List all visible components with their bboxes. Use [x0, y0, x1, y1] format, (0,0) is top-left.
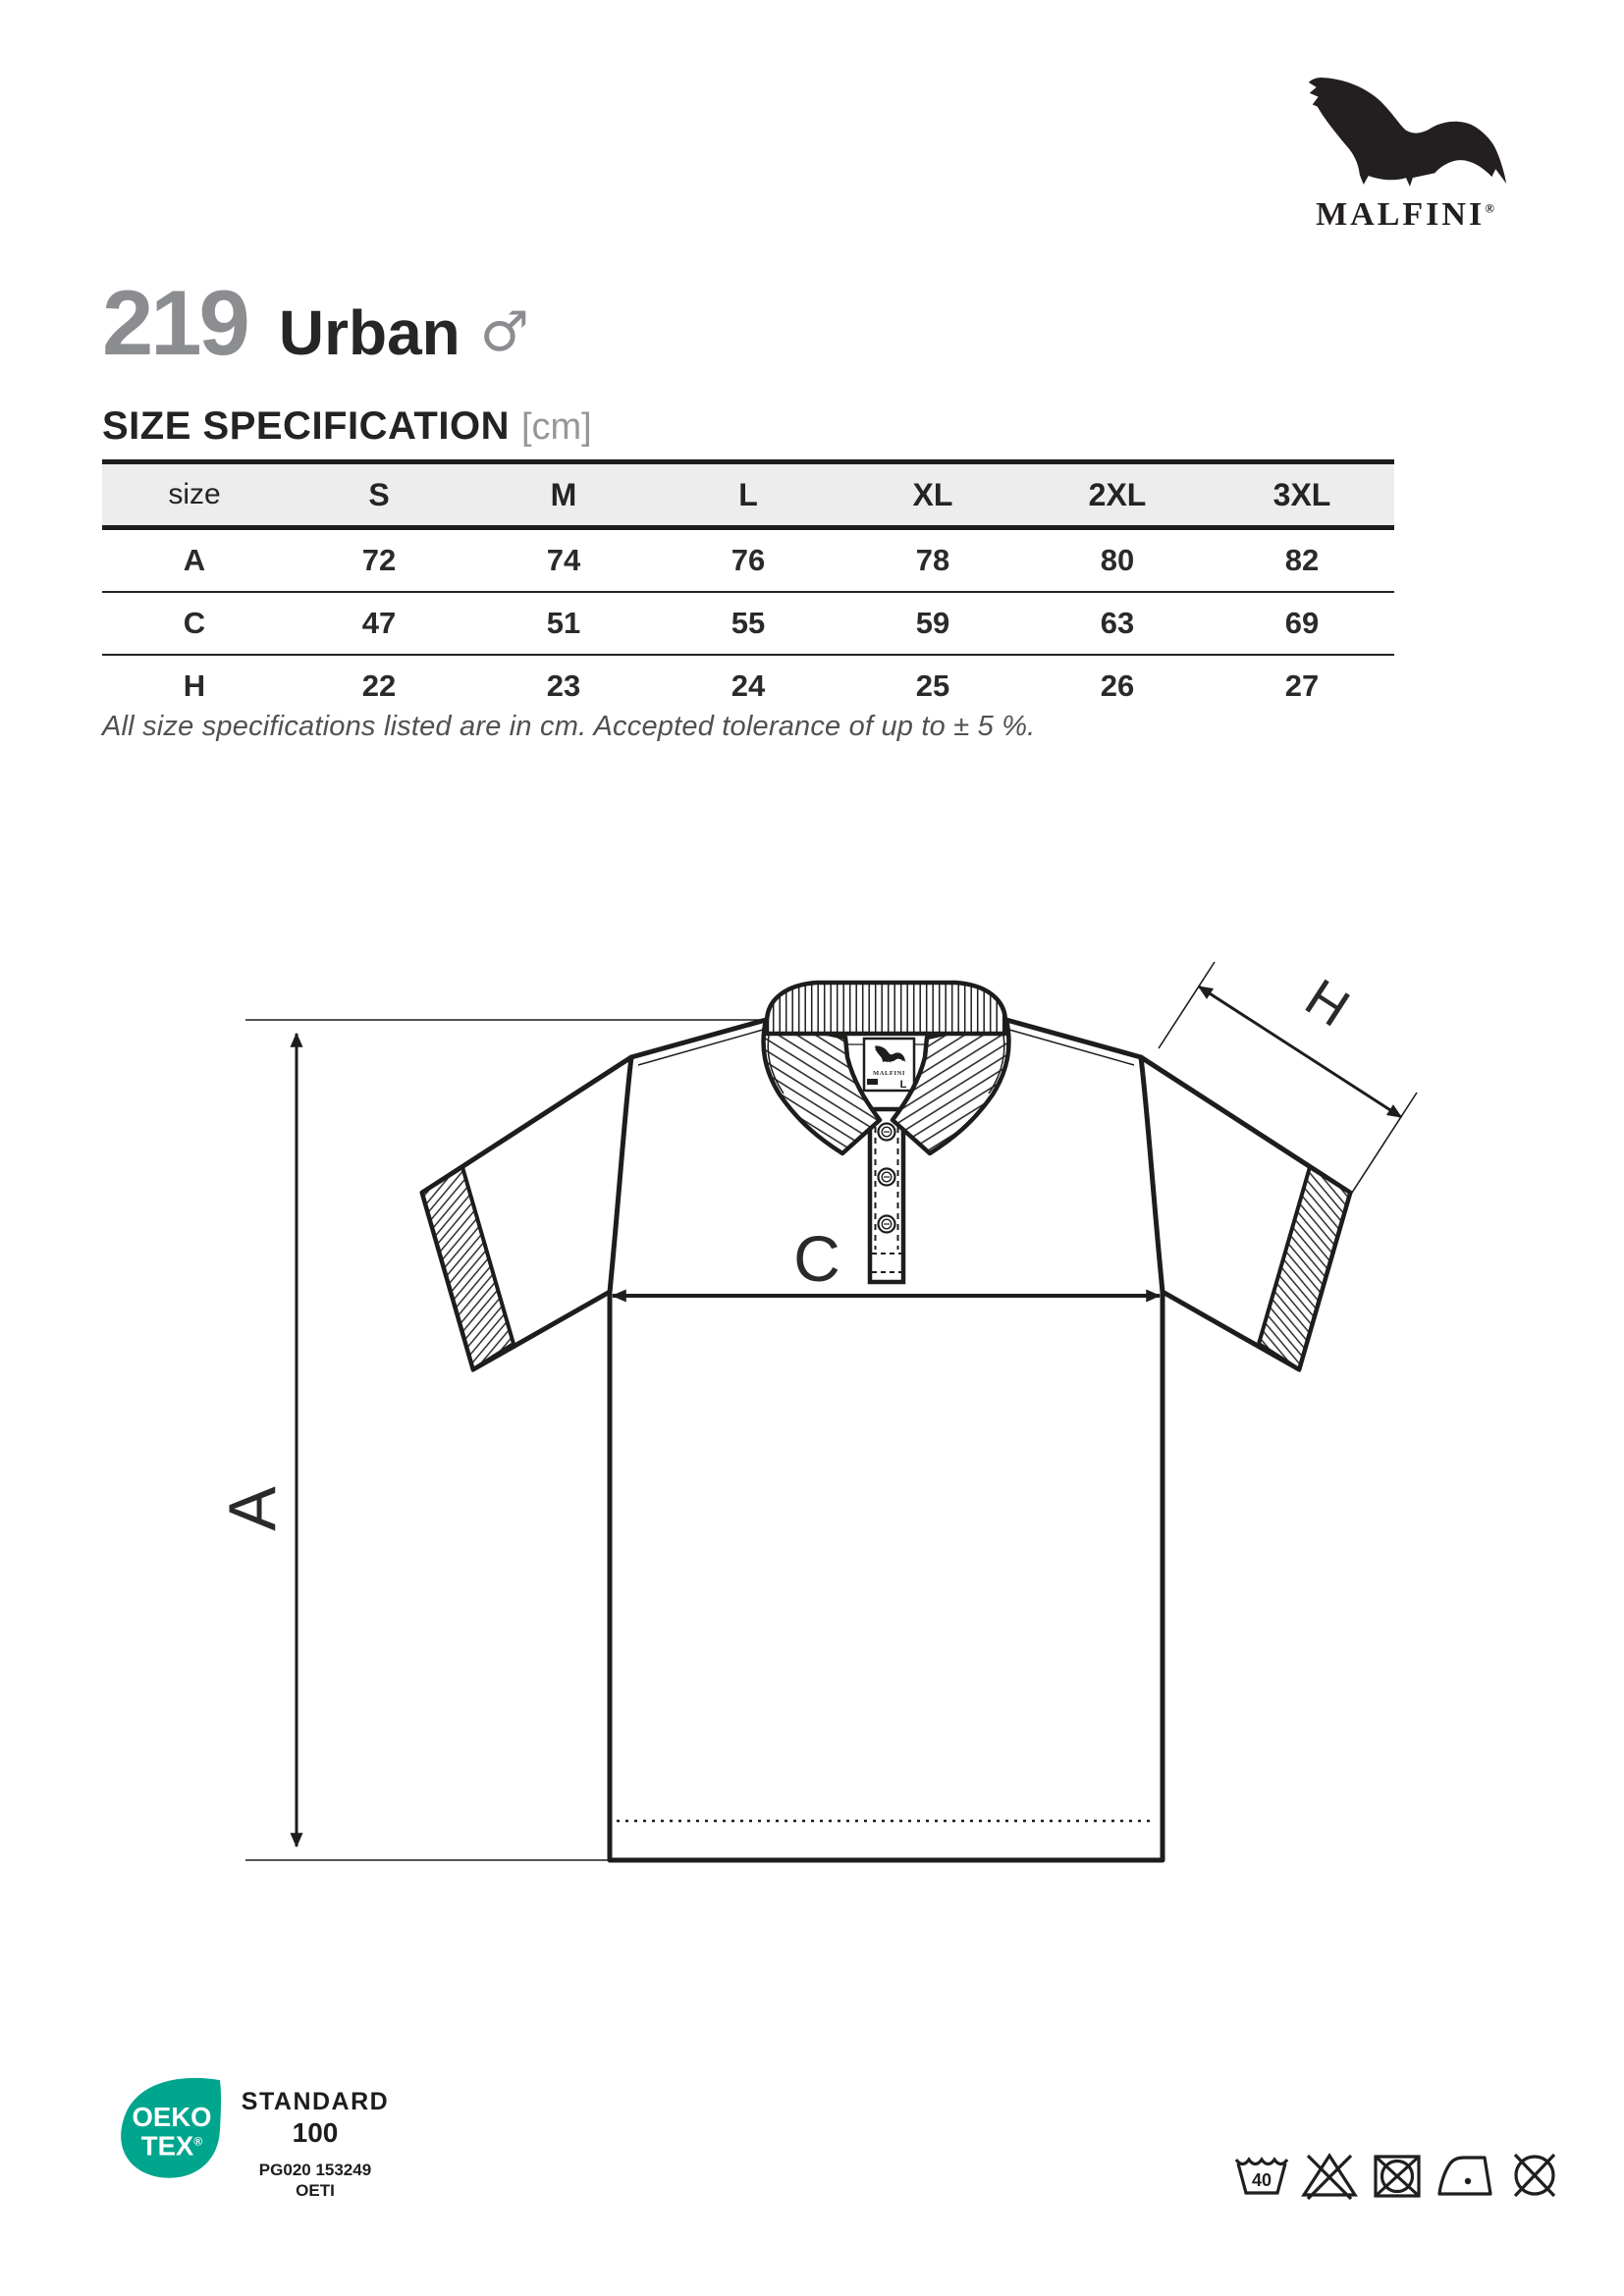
button-placket [870, 1109, 903, 1282]
table-row-label: H [183, 668, 206, 703]
brand-name: MALFINI [1316, 196, 1486, 233]
table-row [102, 591, 1394, 654]
label-size-chip [867, 1079, 878, 1085]
male-gender-icon: ♂ [479, 300, 529, 364]
h-extension-line [1159, 962, 1215, 1048]
button [879, 1169, 895, 1186]
dimension-c-label: C [793, 1222, 840, 1295]
certification-standard: STANDARD [241, 2088, 390, 2115]
oeko-text: OEKO [132, 2101, 212, 2132]
table-header-cell: L [738, 476, 758, 512]
certification-code: PG020 153249 [258, 2161, 372, 2180]
wash-40-icon [1233, 2150, 1290, 2201]
dimension-a-label: A [215, 1486, 290, 1531]
size-table [102, 459, 1394, 717]
malfini-falcon-icon [1298, 69, 1512, 194]
table-header-row [102, 459, 1394, 530]
product-title [102, 271, 529, 374]
table-cell: 25 [915, 668, 950, 703]
table-header-cell: size [168, 478, 221, 510]
care-symbols [1233, 2150, 1563, 2201]
table-cell: 72 [361, 543, 397, 577]
table-header-cell: 3XL [1272, 476, 1331, 512]
table-header-cell: M [550, 476, 577, 512]
garment-diagram [177, 908, 1424, 1899]
do-not-dry-clean-icon [1506, 2150, 1563, 2201]
table-cell: 22 [361, 668, 397, 703]
table-row-label: A [183, 543, 206, 577]
table-cell: 27 [1284, 668, 1320, 703]
registered-mark: ® [1485, 200, 1494, 216]
tex-registered-mark: ® [193, 2134, 203, 2149]
do-not-bleach-icon [1301, 2150, 1358, 2201]
tex-text [141, 2130, 202, 2161]
table-header-cell: XL [912, 476, 953, 512]
table-cell: 51 [546, 606, 581, 640]
dimension-h-arrow [1199, 987, 1401, 1117]
table-body [102, 530, 1394, 717]
section-heading [102, 404, 592, 449]
section-title: SIZE SPECIFICATION [102, 404, 510, 448]
brand-wordmark [1316, 196, 1494, 234]
collar-band [767, 983, 1005, 1034]
table-row [102, 654, 1394, 717]
tolerance-note: All size specifications listed are in cm. Accepted tolerance of up to ± 5 %. [102, 711, 1036, 742]
table-header-cell: S [368, 476, 390, 512]
garment-label [864, 1039, 914, 1091]
label-brand-text: MALFINI [872, 1070, 906, 1077]
do-not-tumble-dry-icon [1369, 2150, 1426, 2201]
table-cell: 82 [1284, 543, 1320, 577]
table-cell: 69 [1284, 606, 1320, 640]
table-cell: 47 [361, 606, 397, 640]
table-cell: 55 [731, 606, 766, 640]
table-cell: 23 [546, 668, 581, 703]
section-unit: [cm] [520, 406, 592, 448]
product-name: Urban [278, 297, 460, 368]
brand-logo [1292, 69, 1518, 234]
button [879, 1124, 895, 1141]
oeko-tex-badge-icon [116, 2073, 226, 2183]
dimension-h-label: H [1295, 968, 1360, 1039]
h-extension-line [1350, 1093, 1417, 1196]
oeko-tex-certification [116, 2073, 389, 2203]
table-cell: 24 [731, 668, 766, 703]
product-number: 219 [102, 271, 247, 374]
table-row [102, 530, 1394, 591]
table-cell: 74 [546, 543, 581, 577]
certification-texts [242, 2073, 389, 2203]
iron-one-dot-icon [1436, 2150, 1495, 2201]
button [879, 1216, 895, 1233]
table-row-label: C [183, 606, 206, 640]
certification-institute: OETI [296, 2181, 335, 2201]
tex-label: TEX [140, 2130, 194, 2162]
wash-temperature: 40 [1251, 2170, 1272, 2190]
table-cell: 63 [1100, 606, 1135, 640]
table-cell: 80 [1100, 543, 1135, 577]
table-cell: 76 [731, 543, 766, 577]
table-header-cell: 2XL [1088, 476, 1147, 512]
table-cell: 59 [915, 606, 950, 640]
table-cell: 26 [1100, 668, 1135, 703]
table-cell: 78 [915, 543, 950, 577]
certification-number: 100 [292, 2116, 339, 2148]
label-size-text: L [899, 1079, 907, 1091]
